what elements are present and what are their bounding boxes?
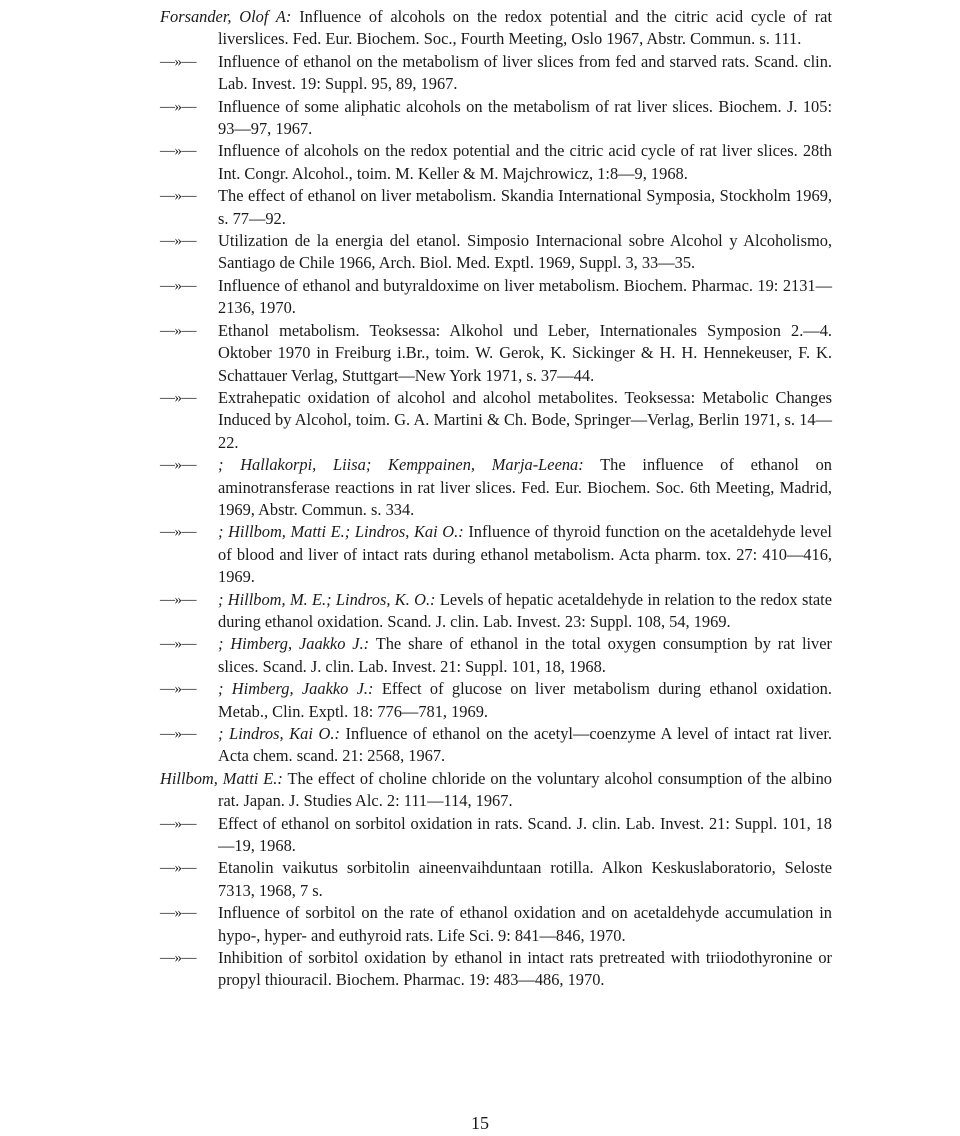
ditto-mark: —»— bbox=[160, 457, 196, 474]
bibliography-entry bbox=[160, 723, 832, 768]
bibliography-entry bbox=[160, 633, 832, 678]
entry-coauthors: ; Himberg, Jaakko J.: bbox=[218, 679, 374, 699]
entry-text: Etanolin vaikutus sorbitolin aineenvaihduntaan rotilla. Alkon Keskuslaboratorio, Seloste 7313, 1968, 7 s. bbox=[218, 858, 832, 900]
entry-text: Effect of glucose on liver metabolism during ethanol oxidation. Metab., Clin. Exptl. 18: 776—781, 1969. bbox=[218, 679, 832, 721]
entry-text: Influence of sorbitol on the rate of ethanol oxidation and on acetaldehyde accumulation in hypo-, hyper- and euthyroid rats. Life Sci. 9: 841—846, 1970. bbox=[218, 903, 832, 945]
ditto-mark: —»— bbox=[160, 950, 196, 967]
bibliography-entry bbox=[160, 275, 832, 320]
ditto-mark: —»— bbox=[160, 591, 196, 608]
ditto-mark: —»— bbox=[160, 905, 196, 922]
entry-text: Influence of some aliphatic alcohols on the metabolism of rat liver slices. Biochem. J. 105: 93—97, 1967. bbox=[218, 96, 832, 139]
entry-text: The effect of choline chloride on the voluntary alcohol consumption of the albino rat. Japan. J. Studies Alc. 2: 111—114, 1967. bbox=[218, 768, 832, 811]
ditto-mark: —»— bbox=[160, 681, 196, 698]
bibliography-entry bbox=[160, 230, 832, 275]
bibliography-entry bbox=[160, 768, 832, 813]
page-number: 15 bbox=[471, 1113, 489, 1133]
entry-text: The effect of ethanol on liver metabolism. Skandia International Symposia, Stockholm 1969, s. 77—92. bbox=[218, 186, 832, 228]
bibliography-entry bbox=[160, 320, 832, 387]
ditto-mark: —»— bbox=[160, 860, 196, 877]
entry-text: The influence of ethanol on aminotransferase reactions in rat liver slices. Fed. Eur. Biochem. Soc. 6th Meeting, Madrid, 1969, Abstr. Commun. s. 334. bbox=[218, 455, 832, 519]
bibliography-entry bbox=[160, 6, 832, 51]
ditto-mark: —»— bbox=[160, 277, 196, 294]
entry-text: Utilization de la energia del etanol. Simposio Internacional sobre Alcohol y Alcoholismo, Santiago de Chile 1966, Arch. Biol. Med. Exptl. 1969, Suppl. 3, 33—35. bbox=[218, 231, 832, 273]
bibliography-entry bbox=[160, 96, 832, 141]
bibliography-entry bbox=[160, 678, 832, 723]
bibliography-entry bbox=[160, 454, 832, 521]
ditto-mark: —»— bbox=[160, 524, 196, 541]
entry-coauthors: ; Lindros, Kai O.: bbox=[218, 724, 340, 743]
ditto-mark: —»— bbox=[160, 233, 196, 250]
entry-coauthors: ; Hallakorpi, Liisa; Kemppainen, Marja-Leena: bbox=[218, 455, 584, 475]
bibliography-entry bbox=[160, 51, 832, 96]
bibliography-entry bbox=[160, 589, 832, 634]
ditto-mark: —»— bbox=[160, 98, 196, 115]
ditto-mark: —»— bbox=[160, 636, 196, 653]
entry-coauthors: ; Hillbom, M. E.; Lindros, K. O.: bbox=[218, 589, 436, 609]
entry-text: Inhibition of sorbitol oxidation by ethanol in intact rats pretreated with triiodothyronine or propyl thiouracil. Biochem. Pharmac. 19: 483—486, 1970. bbox=[218, 948, 832, 990]
entry-text: Extrahepatic oxidation of alcohol and alcohol metabolites. Teoksessa: Metabolic Changes Induced by Alcohol, toim. G. A. Martini & Ch. Bode, Springer—Verlag, Berlin 1971, s. 14—22. bbox=[218, 387, 832, 452]
entry-text: Influence of thyroid function on the acetaldehyde level of blood and liver of intact rats during ethanol metabolism. Acta pharm. tox. 27: 410—416, 1969. bbox=[218, 522, 832, 587]
entry-author: Hillbom, Matti E.: bbox=[160, 768, 283, 788]
entry-text: Influence of alcohols on the redox potential and the citric acid cycle of rat liverslices. Fed. Eur. Biochem. Soc., Fourth Meeting, Oslo 1967, Abstr. Commun. s. 111. bbox=[218, 7, 833, 49]
bibliography-entry bbox=[160, 813, 832, 858]
entry-text: Influence of ethanol on the acetyl—coenzyme A level of intact rat liver. Acta chem. scand. 21: 2568, 1967. bbox=[218, 724, 832, 766]
bibliography-entry bbox=[160, 947, 832, 992]
entry-text: Effect of ethanol on sorbitol oxidation in rats. Scand. J. clin. Lab. Invest. 21: Suppl. 101, 18—19, 1968. bbox=[218, 813, 832, 856]
bibliography-entry bbox=[160, 902, 832, 947]
ditto-mark: —»— bbox=[160, 143, 196, 160]
bibliography-entry bbox=[160, 521, 832, 588]
entry-coauthors: ; Hillbom, Matti E.; Lindros, Kai O.: bbox=[218, 522, 464, 542]
bibliography-entry bbox=[160, 387, 832, 454]
bibliography-entry bbox=[160, 857, 832, 902]
ditto-mark: —»— bbox=[160, 322, 196, 339]
ditto-mark: —»— bbox=[160, 389, 196, 406]
ditto-mark: —»— bbox=[160, 188, 196, 205]
entry-coauthors: ; Himberg, Jaakko J.: bbox=[218, 634, 370, 654]
entry-text: The share of ethanol in the total oxygen consumption by rat liver slices. Scand. J. clin. Lab. Invest. 21: Suppl. 101, 18, 1968. bbox=[218, 634, 832, 676]
entry-author: Forsander, Olof A: bbox=[160, 7, 292, 26]
bibliography-entry bbox=[160, 140, 832, 185]
entry-text: Influence of ethanol on the metabolism of liver slices from fed and starved rats. Scand. clin. Lab. Invest. 19: Suppl. 95, 89, 1967. bbox=[218, 51, 832, 94]
entry-text: Levels of hepatic acetaldehyde in relation to the redox state during ethanol oxidation. Scand. J. clin. Lab. Invest. 23: Suppl. 108, 54, 1969. bbox=[218, 589, 832, 631]
bibliography-list bbox=[160, 6, 832, 992]
bibliography-entry bbox=[160, 185, 832, 230]
ditto-mark: —»— bbox=[160, 53, 196, 70]
ditto-mark: —»— bbox=[160, 815, 196, 832]
entry-text: Influence of alcohols on the redox potential and the citric acid cycle of rat liver slices. 28th Int. Congr. Alcohol., toim. M. Keller & M. Majchrowicz, 1:8—9, 1968. bbox=[218, 141, 832, 183]
ditto-mark: —»— bbox=[160, 726, 196, 742]
entry-text: Influence of ethanol and butyraldoxime on liver metabolism. Biochem. Pharmac. 19: 2131—2136, 1970. bbox=[218, 275, 832, 318]
entry-text: Ethanol metabolism. Teoksessa: Alkohol und Leber, Internationales Symposion 2.—4. Oktober 1970 in Freiburg i.Br., toim. W. Gerok, K. Sickinger & H. H. Hennekeuser, F. K. Schattauer Verlag, Stuttgart—New York 1971, s. 37—44. bbox=[218, 320, 832, 385]
